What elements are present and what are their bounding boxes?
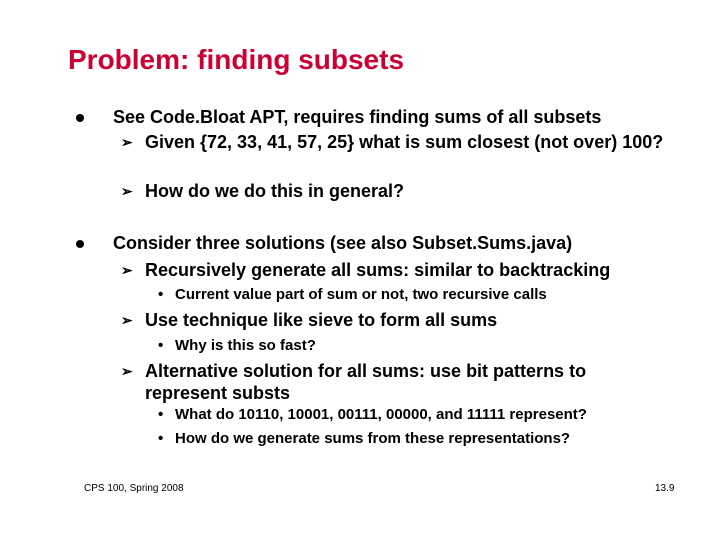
- bullet-2-sub-1-text: Recursively generate all sums: similar to backtracking: [145, 260, 611, 280]
- bullet-marker-icon: [76, 240, 84, 248]
- bullet-2-sub-3: [121, 360, 665, 404]
- bullet-2-sub-3-detail-1: [158, 406, 587, 423]
- dot-bullet-icon: •: [158, 406, 164, 423]
- page-number: 13.9: [655, 483, 675, 494]
- bullet-2: [113, 233, 572, 254]
- bullet-marker-icon: [76, 114, 84, 122]
- dot-bullet-icon: •: [158, 337, 164, 354]
- bullet-2-sub-2-text: Use technique like sieve to form all sums: [145, 310, 498, 330]
- bullet-2-sub-1-detail: [158, 286, 547, 303]
- bullet-1: [113, 107, 601, 128]
- arrow-bullet-icon: ➢: [121, 312, 133, 328]
- arrow-bullet-icon: ➢: [121, 183, 133, 199]
- bullet-1-sub-1: [121, 131, 685, 153]
- bullet-2-sub-1: [121, 259, 611, 281]
- dot-bullet-icon: •: [158, 430, 164, 447]
- bullet-2-text: Consider three solutions (see also Subset.Sums.java): [113, 233, 573, 253]
- bullet-2-sub-3-text: Alternative solution for all sums: use bit patterns to represent substs: [145, 361, 587, 403]
- bullet-2-sub-1-detail-text: Current value part of sum or not, two recursive calls: [175, 286, 547, 303]
- arrow-bullet-icon: ➢: [121, 363, 133, 379]
- bullet-2-sub-3-detail-2: [158, 430, 571, 447]
- bullet-1-sub-2-text: How do we do this in general?: [145, 181, 405, 201]
- bullet-2-sub-3-detail-2-text: How do we generate sums from these representations?: [175, 430, 571, 447]
- bullet-2-sub-2-detail-text: Why is this so fast?: [175, 337, 316, 354]
- arrow-bullet-icon: ➢: [121, 262, 133, 278]
- bullet-2-sub-2: [121, 309, 498, 331]
- bullet-2-sub-2-detail: [158, 337, 316, 354]
- arrow-bullet-icon: ➢: [121, 134, 133, 150]
- bullet-1-sub-1-text: Given {72, 33, 41, 57, 25} what is sum closest (not over) 100?: [145, 132, 664, 152]
- bullet-1-sub-2: [121, 180, 405, 202]
- bullet-2-sub-3-detail-1-text: What do 10110, 10001, 00111, 00000, and 11111 represent?: [175, 406, 587, 423]
- bullet-1-text: See Code.Bloat APT, requires finding sums of all subsets: [113, 107, 602, 127]
- dot-bullet-icon: •: [158, 286, 164, 303]
- slide-title: Problem: finding subsets: [68, 44, 405, 75]
- footer-course: CPS 100, Spring 2008: [84, 483, 184, 494]
